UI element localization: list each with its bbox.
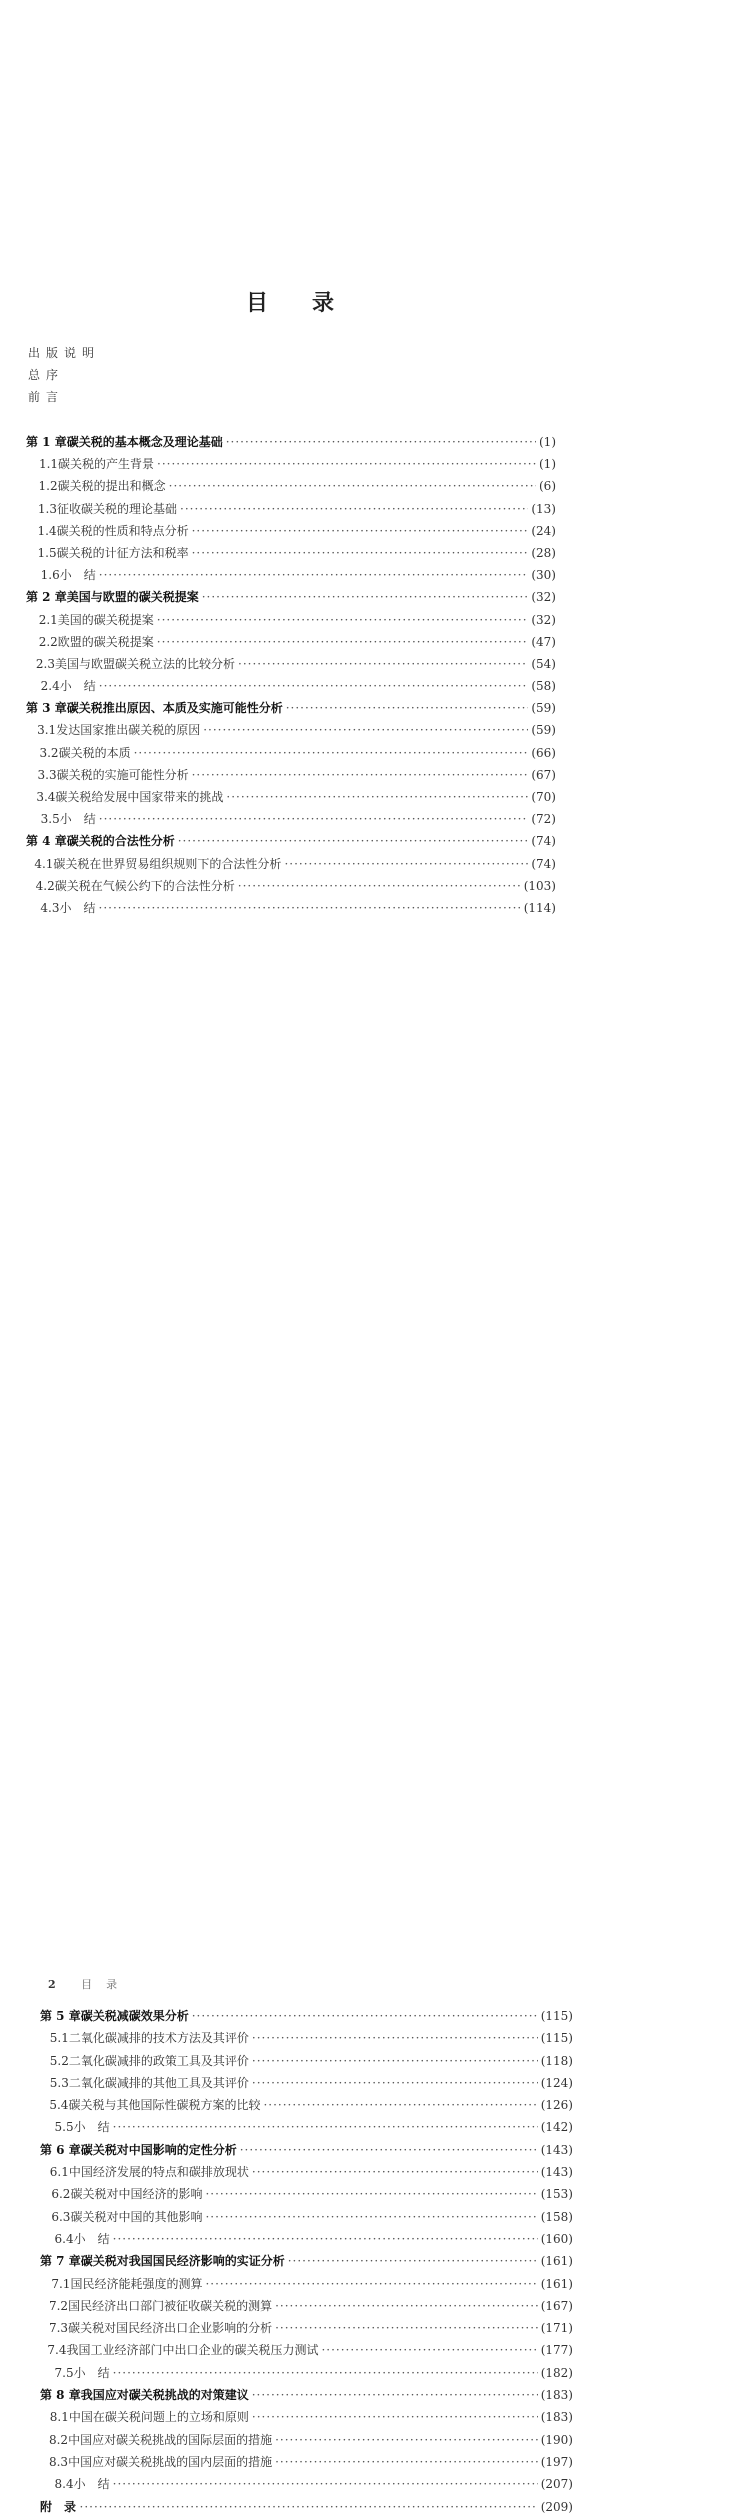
dot-leader (238, 653, 528, 675)
toc-entry-number: 3.2 (39, 745, 59, 760)
toc-section-entry[interactable] (40, 2429, 573, 2451)
toc-entry-title: 欧盟的碳关税提案 (57, 634, 154, 649)
toc-entry-page: (13) (531, 501, 556, 516)
dot-leader (80, 2496, 538, 2518)
toc-entry-title: 美国与欧盟碳关税立法的比较分析 (55, 656, 236, 671)
toc-entry-page: (58) (531, 679, 556, 694)
toc-entry-page: (67) (531, 767, 556, 782)
toc-entry-page: (54) (531, 656, 556, 671)
toc-entry-number: 第 8 章 (40, 2388, 81, 2403)
toc-entry-page: (160) (540, 2231, 573, 2246)
dot-leader (178, 830, 529, 852)
toc-section-entry[interactable] (40, 2317, 573, 2339)
table-of-contents (26, 431, 556, 919)
toc-entry-page: (74) (531, 834, 556, 849)
toc-entry-title: 征收碳关税的理论基础 (56, 501, 177, 516)
dot-leader (205, 2273, 537, 2295)
toc-section-entry[interactable] (40, 2206, 573, 2228)
toc-entry-page: (1) (539, 435, 556, 449)
toc-entry-title: 我国工业经济部门中出口企业的碳关税压力测试 (66, 2343, 319, 2358)
toc-entry-number: 1.1 (38, 457, 59, 472)
toc-section-entry[interactable] (26, 853, 556, 875)
toc-section-entry[interactable] (40, 2473, 573, 2495)
toc-entry-page: (182) (540, 2365, 573, 2380)
dot-leader (192, 520, 529, 542)
dot-leader (113, 2473, 538, 2495)
toc-section-entry[interactable] (26, 609, 556, 631)
page-number: 2 (48, 1978, 56, 1991)
front-matter-list (28, 342, 100, 408)
toc-entry-title: 发达国家推出碳关税的原因 (56, 723, 201, 738)
toc-section-entry[interactable] (26, 875, 556, 897)
toc-entry-number: 2.2 (38, 634, 58, 649)
toc-entry-number: 附 录 (40, 2499, 77, 2514)
toc-section-entry[interactable] (26, 542, 556, 564)
toc-chapter-entry[interactable] (26, 431, 556, 453)
toc-section-entry[interactable] (26, 453, 556, 475)
running-head (48, 1976, 131, 1992)
toc-entry-page: (142) (540, 2120, 573, 2135)
toc-entry-title: 二氧化碳减排的技术方法及其评价 (68, 2031, 249, 2046)
toc-entry-title: 碳关税推出原因、本质及实施可能性分析 (66, 701, 283, 716)
dot-leader (240, 2139, 538, 2161)
toc-entry-title: 碳关税减碳效果分析 (80, 2009, 189, 2023)
table-of-contents (40, 2005, 573, 2518)
toc-entry-title: 小 结 (73, 2120, 110, 2135)
toc-entry-number: 1.2 (38, 479, 58, 494)
dot-leader (113, 2228, 538, 2250)
toc-entry-page: (32) (531, 612, 556, 627)
toc-entry-number: 第 5 章 (40, 2009, 81, 2023)
dot-leader (99, 897, 521, 919)
toc-entry-page: (1) (539, 457, 556, 472)
toc-entry-number: 5.2 (49, 2053, 69, 2068)
toc-entry-number: 5.4 (49, 2098, 69, 2113)
page-title: 目录 (245, 290, 378, 316)
toc-entry-number: 7.5 (54, 2365, 74, 2380)
toc-entry-page: (28) (531, 545, 556, 560)
toc-section-entry[interactable] (40, 2027, 573, 2049)
dot-leader (275, 2295, 538, 2317)
toc-entry-page: (118) (540, 2053, 573, 2068)
dot-leader (275, 2317, 538, 2339)
toc-entry-page: (32) (531, 590, 556, 605)
toc-entry-page: (66) (531, 745, 556, 760)
toc-section-entry[interactable] (40, 2451, 573, 2473)
toc-entry-title: 碳关税的计征方法和税率 (56, 545, 189, 560)
toc-entry-title: 二氧化碳减排的其他工具及其评价 (68, 2075, 249, 2090)
toc-entry-page: (59) (531, 701, 556, 716)
toc-entry-number: 6.3 (51, 2209, 71, 2224)
toc-entry-title: 碳关税对中国影响的定性分析 (80, 2142, 237, 2157)
dot-leader (180, 498, 528, 520)
toc-section-entry[interactable] (40, 2295, 573, 2317)
toc-section-entry[interactable] (26, 764, 556, 786)
toc-entry-page: (207) (540, 2477, 573, 2492)
dot-leader (169, 475, 536, 497)
toc-section-entry[interactable] (40, 2339, 573, 2361)
toc-entry-title: 碳关税给发展中国家带来的挑战 (55, 790, 224, 804)
toc-entry-page: (6) (539, 479, 556, 494)
toc-section-entry[interactable] (26, 475, 556, 497)
dot-leader (99, 564, 529, 586)
toc-entry-page: (161) (540, 2276, 573, 2291)
toc-entry-page: (115) (540, 2031, 573, 2046)
toc-entry-number: 8.1 (49, 2410, 69, 2425)
toc-entry-page: (197) (540, 2454, 573, 2469)
toc-entry-title: 小 结 (59, 900, 96, 915)
toc-entry-number: 7.3 (48, 2321, 69, 2336)
toc-entry-number: 1.4 (37, 523, 57, 538)
toc-chapter-entry[interactable] (26, 586, 556, 608)
toc-entry-title: 碳关税的合法性分析 (66, 834, 175, 849)
dot-leader (203, 719, 528, 741)
toc-chapter-entry[interactable] (40, 2384, 573, 2406)
toc-entry-title: 小 结 (73, 2477, 110, 2492)
toc-entry-title: 中国经济发展的特点和碳排放现状 (68, 2165, 249, 2180)
toc-section-entry[interactable] (26, 631, 556, 653)
toc-page-1 (0, 0, 750, 960)
toc-entry-page: (103) (523, 878, 556, 893)
toc-entry-number: 1.6 (40, 568, 60, 583)
dot-leader (157, 609, 529, 631)
toc-entry-number: 8.2 (48, 2432, 69, 2447)
toc-entry-number: 3.4 (36, 790, 56, 804)
toc-entry-number: 2.3 (35, 656, 55, 671)
toc-entry-page: (59) (531, 723, 556, 738)
toc-entry-title: 碳关税的提出和概念 (57, 479, 166, 494)
toc-section-entry[interactable] (26, 498, 556, 520)
toc-entry-number: 3.5 (40, 812, 60, 827)
toc-entry-number: 8.4 (54, 2477, 74, 2492)
front-matter-item[interactable]: 出版说明 (28, 346, 101, 360)
toc-section-entry[interactable] (26, 808, 556, 830)
toc-entry-page: (70) (531, 790, 556, 804)
toc-entry-page: (114) (523, 900, 556, 915)
toc-entry-page: (47) (531, 634, 556, 649)
toc-entry-title: 二氧化碳减排的政策工具及其评价 (68, 2053, 249, 2068)
toc-entry-page: (183) (540, 2388, 573, 2403)
toc-chapter-entry[interactable] (40, 2005, 573, 2027)
toc-entry-page: (190) (540, 2432, 573, 2447)
toc-entry-page: (167) (540, 2298, 573, 2313)
toc-entry-title: 美国的碳关税提案 (57, 612, 154, 627)
toc-entry-number: 3.1 (37, 723, 57, 738)
dot-leader (192, 542, 529, 564)
toc-section-entry[interactable] (40, 2406, 573, 2428)
dot-leader (205, 2206, 537, 2228)
toc-entry-title: 我国应对碳关税挑战的对策建议 (80, 2388, 249, 2403)
toc-section-entry[interactable] (40, 2094, 573, 2116)
toc-entry-number: 7.2 (48, 2298, 69, 2313)
dot-leader (284, 853, 528, 875)
dot-leader (286, 697, 529, 719)
toc-section-entry[interactable] (26, 742, 556, 764)
toc-entry-page: (126) (540, 2098, 573, 2113)
toc-entry-title: 国民经济能耗强度的测算 (70, 2276, 203, 2291)
toc-entry-number: 4.1 (34, 856, 54, 871)
toc-entry-page: (158) (540, 2209, 573, 2224)
dot-leader (99, 808, 529, 830)
dot-leader (192, 2005, 538, 2027)
toc-entry-page: (143) (540, 2165, 573, 2180)
toc-entry-title: 碳关税的性质和特点分析 (56, 523, 189, 538)
toc-entry-title: 国民经济出口部门被征收碳关税的测算 (68, 2298, 273, 2313)
toc-entry-number: 2.4 (40, 679, 60, 694)
dot-leader (192, 764, 529, 786)
dot-leader (157, 453, 536, 475)
toc-entry-title: 碳关税的产生背景 (58, 457, 155, 472)
toc-section-entry[interactable] (26, 520, 556, 542)
toc-entry-number: 6.1 (49, 2165, 69, 2180)
toc-entry-number: 5.1 (49, 2031, 69, 2046)
toc-entry-title: 小 结 (59, 568, 96, 583)
dot-leader (252, 2384, 538, 2406)
toc-entry-title: 小 结 (73, 2231, 110, 2246)
toc-entry-page: (153) (540, 2187, 573, 2202)
toc-section-entry[interactable] (26, 675, 556, 697)
toc-chapter-entry[interactable] (26, 697, 556, 719)
toc-entry-number: 7.1 (51, 2276, 71, 2291)
dot-leader (157, 631, 529, 653)
toc-chapter-entry[interactable] (26, 830, 556, 852)
toc-entry-number: 第 7 章 (40, 2254, 81, 2269)
toc-section-entry[interactable] (40, 2161, 573, 2183)
toc-entry-number: 5.3 (49, 2075, 69, 2090)
toc-entry-title: 中国应对碳关税挑战的国际层面的措施 (68, 2432, 273, 2447)
dot-leader (275, 2451, 538, 2473)
toc-entry-page: (171) (540, 2321, 573, 2336)
toc-entry-number: 第 3 章 (26, 701, 67, 716)
dot-leader (238, 875, 521, 897)
toc-entry-title: 中国在碳关税问题上的立场和原则 (68, 2410, 249, 2425)
dot-leader (252, 2406, 538, 2428)
toc-section-entry[interactable] (26, 564, 556, 586)
toc-section-entry[interactable] (40, 2228, 573, 2250)
toc-entry-title: 碳关税对我国国民经济影响的实证分析 (80, 2254, 285, 2269)
dot-leader (275, 2429, 538, 2451)
toc-entry-page: (209) (540, 2499, 573, 2514)
toc-entry-title: 碳关税与其他国际性碳税方案的比较 (68, 2098, 261, 2113)
toc-section-entry[interactable] (26, 786, 556, 808)
toc-entry-title: 中国应对碳关税挑战的国内层面的措施 (68, 2454, 273, 2469)
toc-entry-title: 美国与欧盟的碳关税提案 (66, 590, 199, 605)
toc-entry-number: 第 1 章 (26, 435, 67, 449)
toc-entry-title: 碳关税的实施可能性分析 (56, 767, 189, 782)
toc-entry-title: 碳关税的基本概念及理论基础 (66, 435, 223, 449)
toc-section-entry[interactable] (40, 2050, 573, 2072)
dot-leader (252, 2161, 538, 2183)
toc-chapter-entry[interactable] (40, 2139, 573, 2161)
toc-entry-number: 4.3 (40, 900, 60, 915)
toc-entry-number: 6.2 (51, 2187, 71, 2202)
toc-entry-number: 5.5 (54, 2120, 74, 2135)
dot-leader (134, 742, 529, 764)
running-title: 目录 (81, 1978, 132, 1991)
toc-entry-title: 碳关税对国民经济出口企业影响的分析 (68, 2321, 273, 2336)
toc-entry-page: (24) (531, 523, 556, 538)
toc-entry-title: 碳关税对中国经济的影响 (70, 2187, 203, 2202)
toc-section-entry[interactable] (26, 653, 556, 675)
toc-entry-number: 3.3 (37, 767, 57, 782)
dot-leader (226, 431, 536, 453)
dot-leader (113, 2116, 538, 2138)
dot-leader (263, 2094, 537, 2116)
dot-leader (252, 2027, 538, 2049)
toc-section-entry[interactable] (40, 2072, 573, 2094)
toc-chapter-entry[interactable] (40, 2496, 573, 2518)
toc-entry-number: 6.4 (54, 2231, 74, 2246)
toc-section-entry[interactable] (40, 2362, 573, 2384)
front-matter-item[interactable]: 总序 (28, 368, 65, 382)
toc-entry-title: 小 结 (59, 812, 96, 827)
dot-leader (252, 2050, 538, 2072)
toc-section-entry[interactable] (26, 897, 556, 919)
toc-entry-number: 4.2 (35, 878, 55, 893)
toc-entry-number: 第 4 章 (26, 834, 67, 849)
toc-entry-page: (115) (540, 2009, 573, 2023)
toc-section-entry[interactable] (40, 2116, 573, 2138)
toc-entry-title: 小 结 (73, 2365, 110, 2380)
toc-entry-number: 1.3 (37, 501, 57, 516)
toc-entry-number: 第 2 章 (26, 590, 67, 605)
toc-entry-title: 碳关税在气候公约下的合法性分析 (54, 878, 235, 893)
toc-entry-page: (30) (531, 568, 556, 583)
dot-leader (321, 2339, 537, 2361)
dot-leader (288, 2250, 538, 2272)
toc-page-2 (0, 960, 750, 2514)
toc-entry-title: 小 结 (59, 679, 96, 694)
toc-entry-page: (143) (540, 2142, 573, 2157)
dot-leader (205, 2183, 537, 2205)
toc-entry-page: (124) (540, 2075, 573, 2090)
dot-leader (113, 2362, 538, 2384)
toc-section-entry[interactable] (40, 2273, 573, 2295)
dot-leader (226, 786, 528, 808)
toc-entry-number: 第 6 章 (40, 2142, 81, 2157)
toc-entry-number: 2.1 (38, 612, 58, 627)
toc-entry-number: 1.5 (37, 545, 57, 560)
dot-leader (99, 675, 529, 697)
toc-entry-page: (72) (531, 812, 556, 827)
toc-entry-number: 8.3 (48, 2454, 69, 2469)
toc-section-entry[interactable] (40, 2183, 573, 2205)
toc-entry-title: 碳关税对中国的其他影响 (70, 2209, 203, 2224)
dot-leader (202, 586, 529, 608)
toc-entry-title: 碳关税在世界贸易组织规则下的合法性分析 (53, 856, 282, 871)
dot-leader (252, 2072, 538, 2094)
toc-entry-number: 7.4 (47, 2343, 67, 2358)
toc-entry-page: (161) (540, 2254, 573, 2269)
toc-section-entry[interactable] (26, 719, 556, 741)
front-matter-item[interactable]: 前言 (28, 390, 65, 404)
toc-entry-page: (74) (531, 856, 556, 871)
toc-entry-page: (177) (540, 2343, 573, 2358)
toc-entry-page: (183) (540, 2410, 573, 2425)
toc-chapter-entry[interactable] (40, 2250, 573, 2272)
toc-entry-title: 碳关税的本质 (58, 745, 131, 760)
